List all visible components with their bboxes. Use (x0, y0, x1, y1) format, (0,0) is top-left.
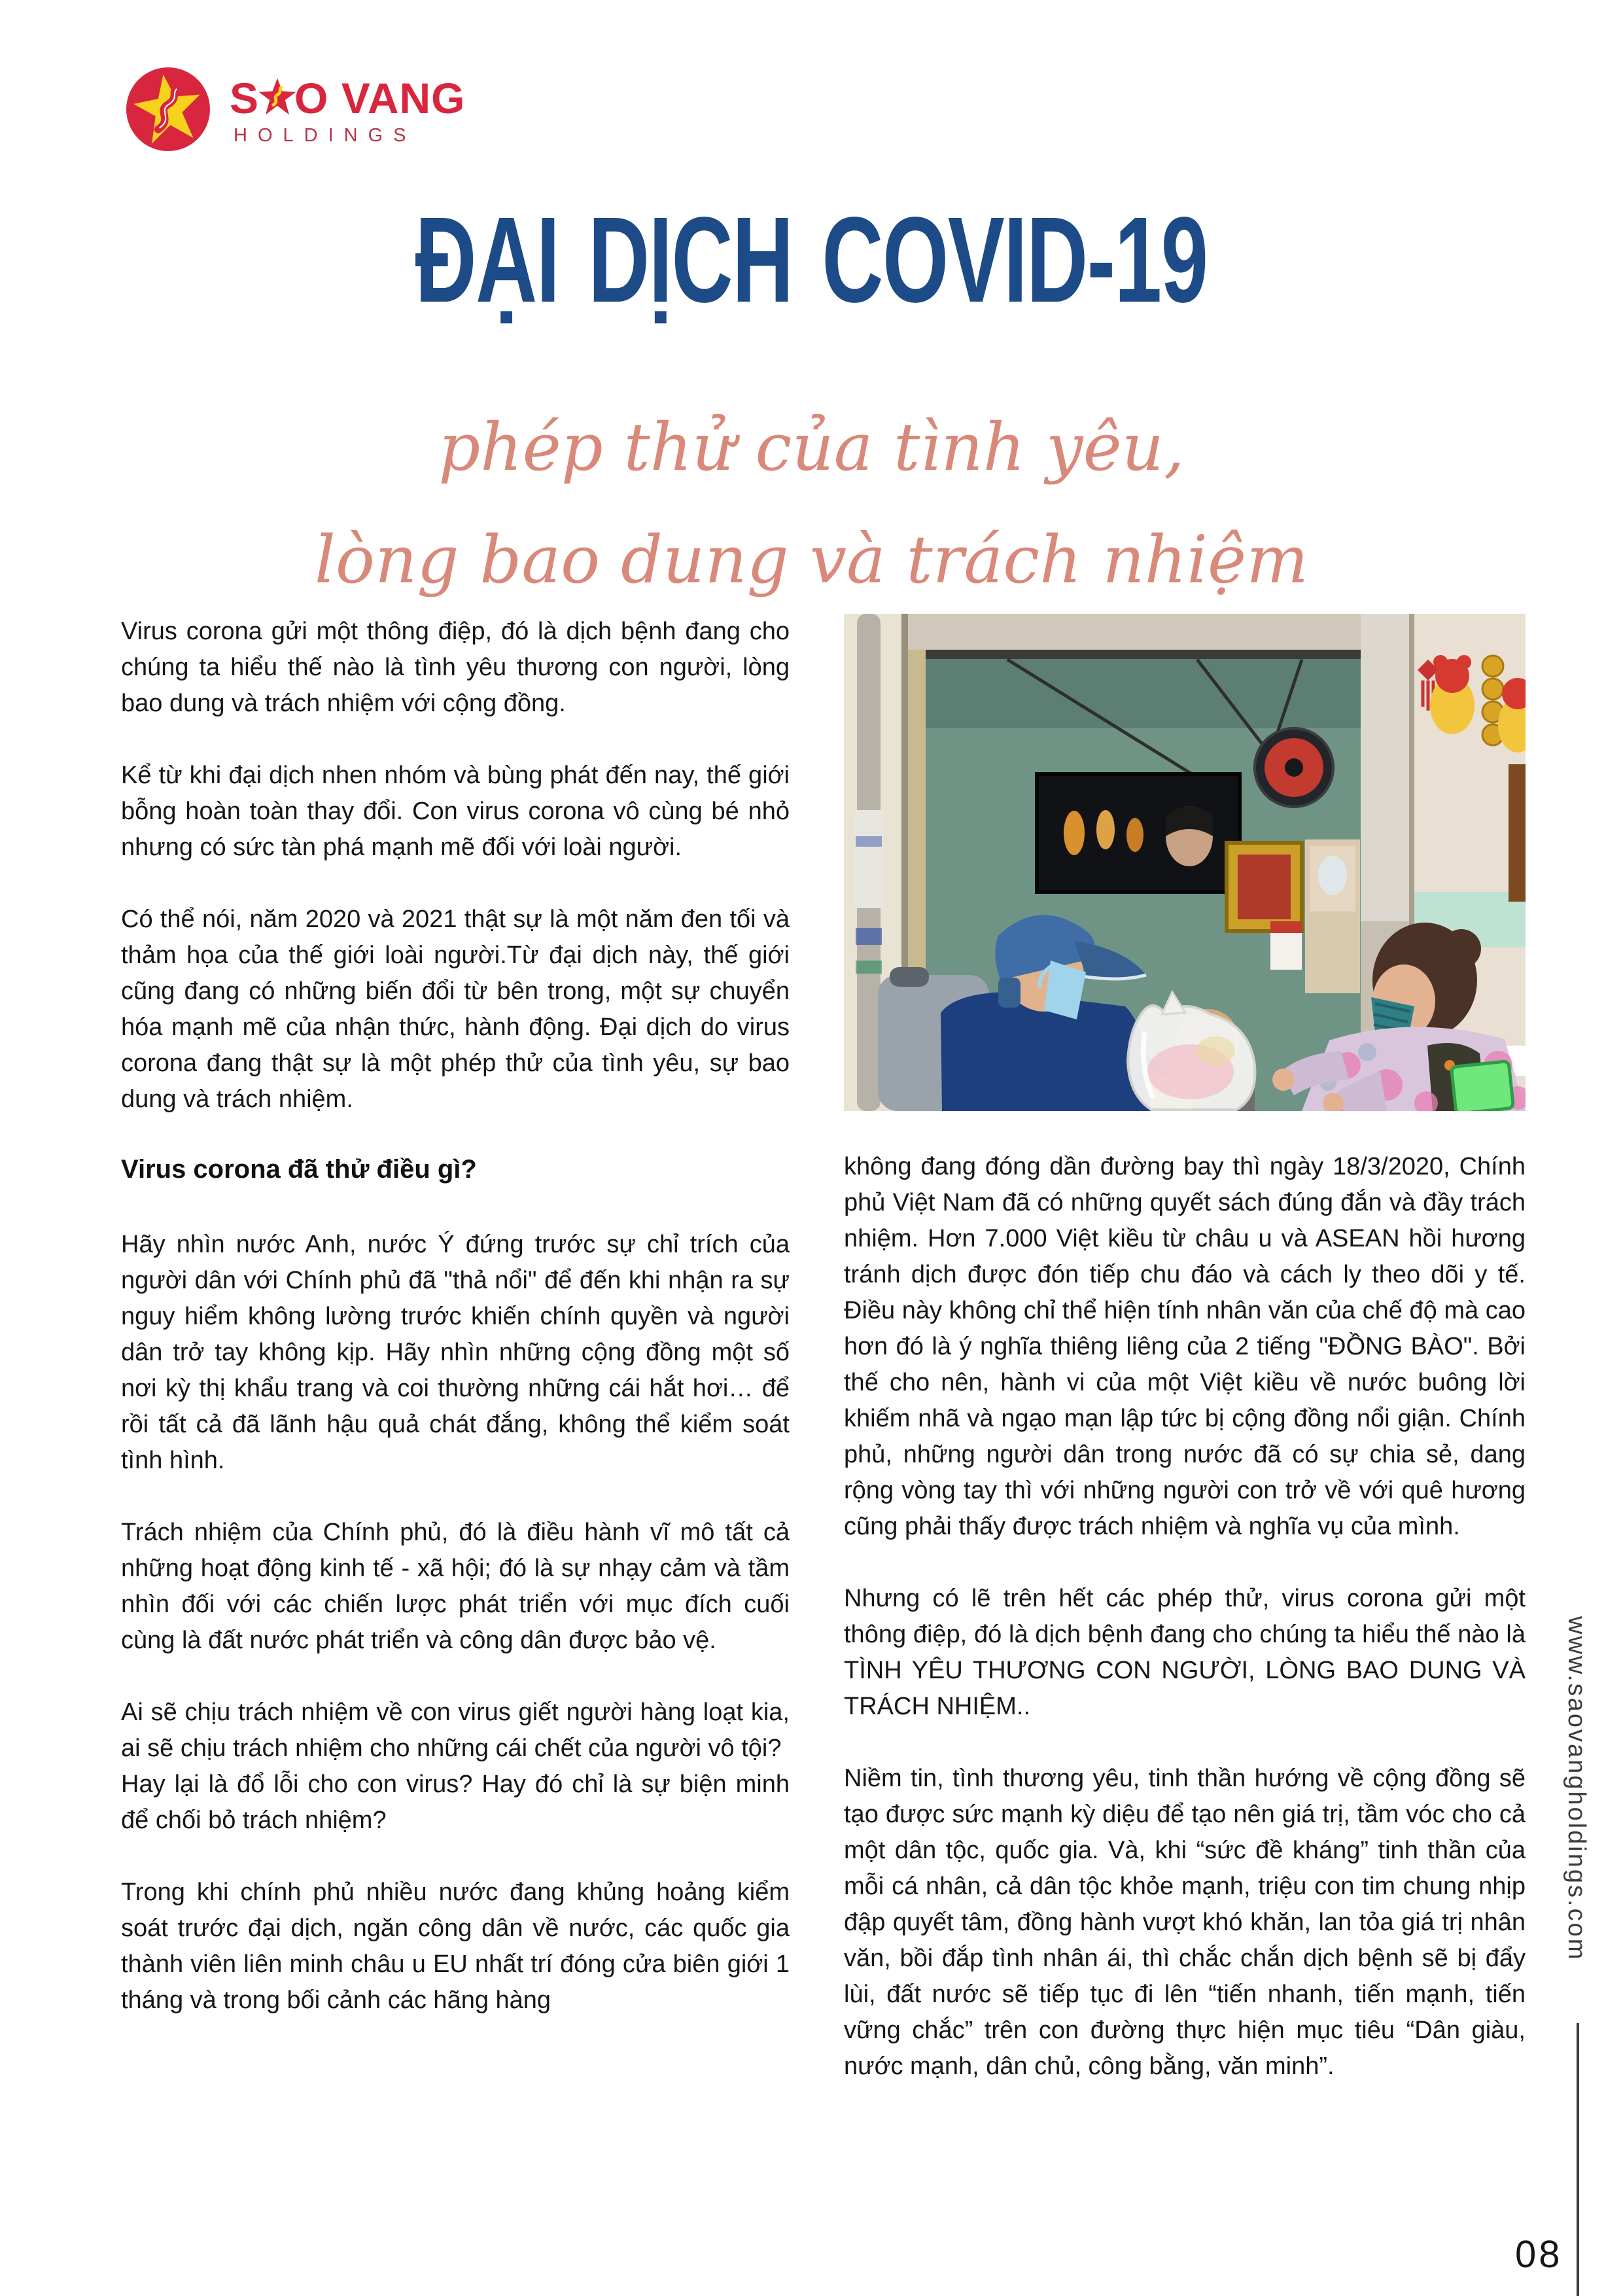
article-photo (844, 614, 1526, 1111)
brand-wordmark (230, 74, 466, 122)
brand-holdings-label: HOLDINGS (234, 125, 417, 146)
paragraph: Hay lại là đổ lỗi cho con virus? Hay đó chỉ là sự biện minh để chối bỏ trách nhiệm? (121, 1771, 790, 1834)
brand-wordmark-rest: O VANG (294, 74, 466, 122)
star-logo-icon (126, 67, 210, 151)
paragraph: Nhưng có lẽ trên hết các phép thử, virus corona gửi một thông điệp, đó là dịch bệnh đang cho chúng ta hiểu thế nào là TÌNH YÊU THƯƠNG CON NGƯỜI, LÒNG BAO DUNG VÀ TRÁCH NHIỆM.. (844, 1585, 1526, 1720)
paragraph: Trong khi chính phủ nhiều nước đang khủng hoảng kiểm soát trước đại dịch, ngăn công dân về nước, các quốc gia thành viên liên minh châu u EU nhất trí đóng cửa biên giới 1 tháng và trong bối cảnh các hãng hàng (121, 1879, 790, 2014)
page-number: 08 (1515, 2233, 1563, 2276)
paragraph: Virus corona gửi một thông điệp, đó là dịch bệnh đang cho chúng ta hiểu thế nào là tình yêu thương con người, lòng bao dung và trách nhiệm với cộng đồng. (121, 618, 790, 717)
paragraph: Kể từ khi đại dịch nhen nhóm và bùng phát đến nay, thế giới bỗng hoàn toàn thay đổi. Con virus corona vô cùng bé nhỏ nhưng có sức tàn phá mạnh mẽ đối với loài người. (121, 762, 790, 861)
page-subtitle (0, 391, 1623, 616)
section-heading: Virus corona đã thử điều gì? (121, 1155, 477, 1184)
page-title: ĐẠI DỊCH COVID-19 (415, 192, 1208, 328)
paragraph: Niềm tin, tình thương yêu, tinh thần hướng về cộng đồng sẽ tạo được sức mạnh kỳ diệu để tạo nên giá trị, tầm vóc cho cả một dân tộc, quốc gia. Và, khi “sức đề kháng” tinh thần của mỗi cá nhân, cả dân tộc khỏe mạnh, triệu con tim chung nhịp đập quyết tâm, đồng hành vượt khó khăn, lan tỏa giá trị nhân văn, bồi đắp tình nhân ái, thì chắc chắn dịch bệnh sẽ bị đẩy lùi, đất nước sẽ tiếp tục đi lên “tiến nhanh, tiến mạnh, tiến vững chắc” trên con đường thực hiện mục tiêu “Dân giàu, nước mạnh, dân chủ, công bằng, văn minh”. (844, 1765, 1526, 2080)
paragraph: không đang đóng dần đường bay thì ngày 18/3/2020, Chính phủ Việt Nam đã có những quyết sách đúng đắn và đầy trách nhiệm. Hơn 7.000 Việt kiều từ châu u và ASEAN hồi hương tránh dịch được đón tiếp chu đáo và cách ly theo dõi y tế. Điều này không chỉ thể hiện tính nhân văn của chế độ mà cao hơn đó là ý nghĩa thiêng liêng của 2 tiếng "ĐỒNG BÀO". Bởi thế cho nên, hành vi của một Việt kiều về nước buông lời khiếm nhã và ngạo mạn lập tức bị cộng đồng nổi giận. Chính phủ, những người dân trong nước đã có sự chia sẻ, dang rộng vòng tay thì với những người con trở về với quê hương cũng phải thấy được trách nhiệm và nghĩa vụ của mình. (844, 1153, 1526, 1540)
right-column (844, 614, 1526, 2121)
photo-illustration (844, 614, 1526, 1111)
paragraph: Trách nhiệm của Chính phủ, đó là điều hành vĩ mô tất cả những hoạt động kinh tế - xã hội; đó là sự nhạy cảm và tầm nhìn đối với các chiến lược phát triển với mục đích cuối cùng là đất nước phát triển và công dân được bảo vệ. (121, 1519, 790, 1654)
subtitle-line-1: phép thử của tình yêu, (438, 409, 1185, 486)
star-icon (257, 77, 298, 117)
left-column (121, 614, 790, 2055)
subtitle-line-2: lòng bao dung và trách nhiệm (314, 521, 1309, 598)
paragraph: Ai sẽ chịu trách nhiệm về con virus giết người hàng loạt kia, ai sẽ chịu trách nhiệm cho những cái chết của người vô tội? (121, 1699, 790, 1762)
website-url: www.saovangholdings.com (1563, 1616, 1590, 1962)
paragraph: Hãy nhìn nước Anh, nước Ý đứng trước sự chỉ trích của người dân với Chính phủ đã "thả nổi" để đến khi nhận ra sự nguy hiểm không lường trước khiến chính quyền và người dân trở tay không kịp. Hãy nhìn những cộng đồng một số nơi kỳ thị khẩu trang và coi thường những cái hắt hơi… để rồi tất cả đã lãnh hậu quả chát đắng, không thể kiểm soát tình hình. (121, 1231, 790, 1474)
footer-rule (1577, 2023, 1579, 2296)
paragraph: Có thể nói, năm 2020 và 2021 thật sự là một năm đen tối và thảm họa của thế giới loài người.Từ đại dịch này, thế giới cũng đang có những biến đổi từ bên trong, một sự chuyển hóa mạnh mẽ của nhận thức, hành động. Đại dịch do virus corona đang thật sự là một phép thử của tình yêu, sự bao dung và trách nhiệm. (121, 906, 790, 1113)
brand-logo (126, 67, 466, 151)
brand-wordmark-s: S (230, 74, 260, 122)
